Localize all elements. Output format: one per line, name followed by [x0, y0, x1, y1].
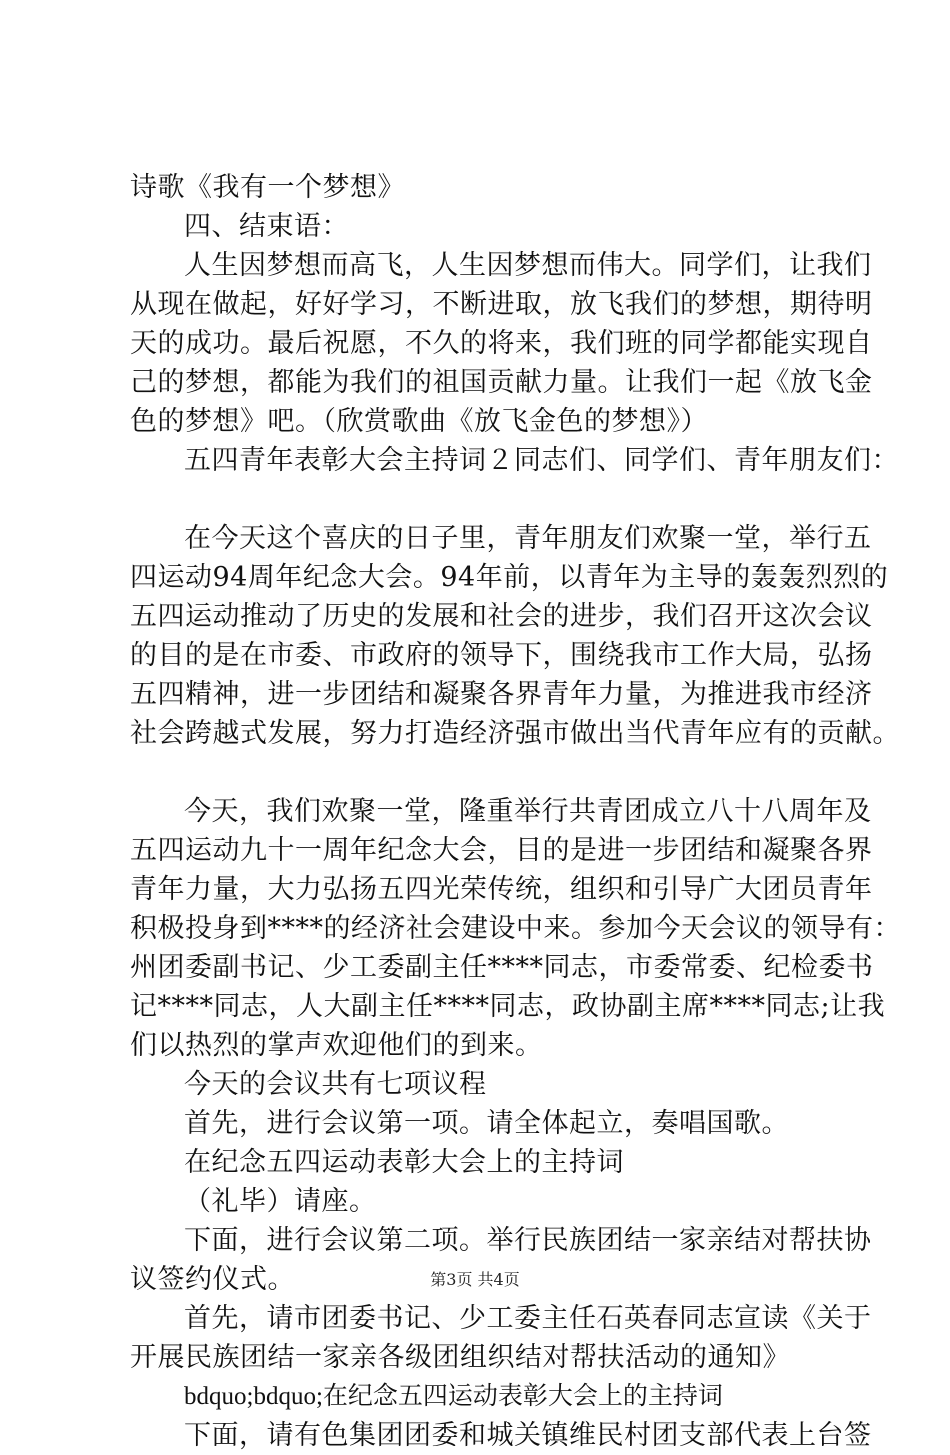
- section-heading: 四、结束语：: [184, 211, 349, 242]
- document-body: [130, 168, 901, 1455]
- text-line: 五四运动推动了历史的发展和社会的进步，我们召开这次会议: [130, 601, 873, 632]
- text-line: 首先，请市团委书记、少工委主任石英春同志宣读《关于: [184, 1303, 872, 1334]
- text-line: 己的梦想，都能为我们的祖国贡献力量。让我们一起《放飞金: [130, 367, 873, 398]
- text-line: （礼毕）请座。: [184, 1186, 377, 1217]
- text-line: 下面，进行会议第二项。举行民族团结一家亲结对帮扶协: [184, 1225, 872, 1256]
- text-line: 首先，进行会议第一项。请全体起立，奏唱国歌。: [184, 1108, 789, 1139]
- text-line: 天的成功。最后祝愿，不久的将来，我们班的同学都能实现自: [130, 328, 873, 359]
- page-number-footer: 第3页 共4页: [430, 1270, 520, 1289]
- text-line: 色的梦想》吧。（欣赏歌曲《放飞金色的梦想》）: [130, 406, 708, 437]
- text-line: 州团委副书记、少工委副主任****同志，市委常委、纪检委书: [130, 952, 874, 983]
- text-line: 的目的是在市委、市政府的领导下，围绕我市工作大局，弘扬: [130, 640, 873, 671]
- blank-line: [130, 753, 850, 792]
- text-line: 积极投身到****的经济社会建设中来。参加今天会议的领导有：: [130, 913, 901, 944]
- text-line: 诗歌《我有一个梦想》: [130, 172, 405, 203]
- text-line: 五四运动九十一周年纪念大会，目的是进一步团结和凝聚各界: [130, 835, 873, 866]
- text-line: 在今天这个喜庆的日子里，青年朋友们欢聚一堂，举行五: [184, 523, 872, 554]
- text-line: 在纪念五四运动表彰大会上的主持词: [184, 1147, 624, 1178]
- text-line: 从现在做起，好好学习，不断进取，放飞我们的梦想，期待明: [130, 289, 873, 320]
- text-line: 青年力量，大力弘扬五四光荣传统，组织和引导广大团员青年: [130, 874, 873, 905]
- text-line: 社会跨越式发展，努力打造经济强市做出当代青年应有的贡献。: [130, 718, 900, 749]
- text-line: 四运动94周年纪念大会。94年前，以青年为主导的轰轰烈烈的: [130, 562, 889, 593]
- text-line: 今天，我们欢聚一堂，隆重举行共青团成立八十八周年及: [184, 796, 872, 827]
- text-line: 五四精神，进一步团结和凝聚各界青年力量，为推进我市经济: [130, 679, 873, 710]
- text-line: 今天的会议共有七项议程: [184, 1069, 487, 1100]
- text-line: bdquo;bdquo;在纪念五四运动表彰大会上的主持词: [184, 1383, 723, 1410]
- blank-line: [130, 480, 850, 519]
- text-line: 开展民族团结一家亲各级团组织结对帮扶活动的通知》: [130, 1342, 790, 1373]
- text-line: 议签约仪式。: [130, 1264, 295, 1295]
- text-line: 人生因梦想而高飞，人生因梦想而伟大。同学们，让我们: [184, 250, 872, 281]
- text-line: 记****同志，人大副主任****同志，政协副主席****同志;让我: [130, 991, 886, 1022]
- text-line: 五四青年表彰大会主持词２同志们、同学们、青年朋友们：: [184, 445, 899, 476]
- text-line: 们以热烈的掌声欢迎他们的到来。: [130, 1030, 543, 1061]
- text-line: 下面，请有色集团团委和城关镇维民村团支部代表上台签: [184, 1420, 872, 1451]
